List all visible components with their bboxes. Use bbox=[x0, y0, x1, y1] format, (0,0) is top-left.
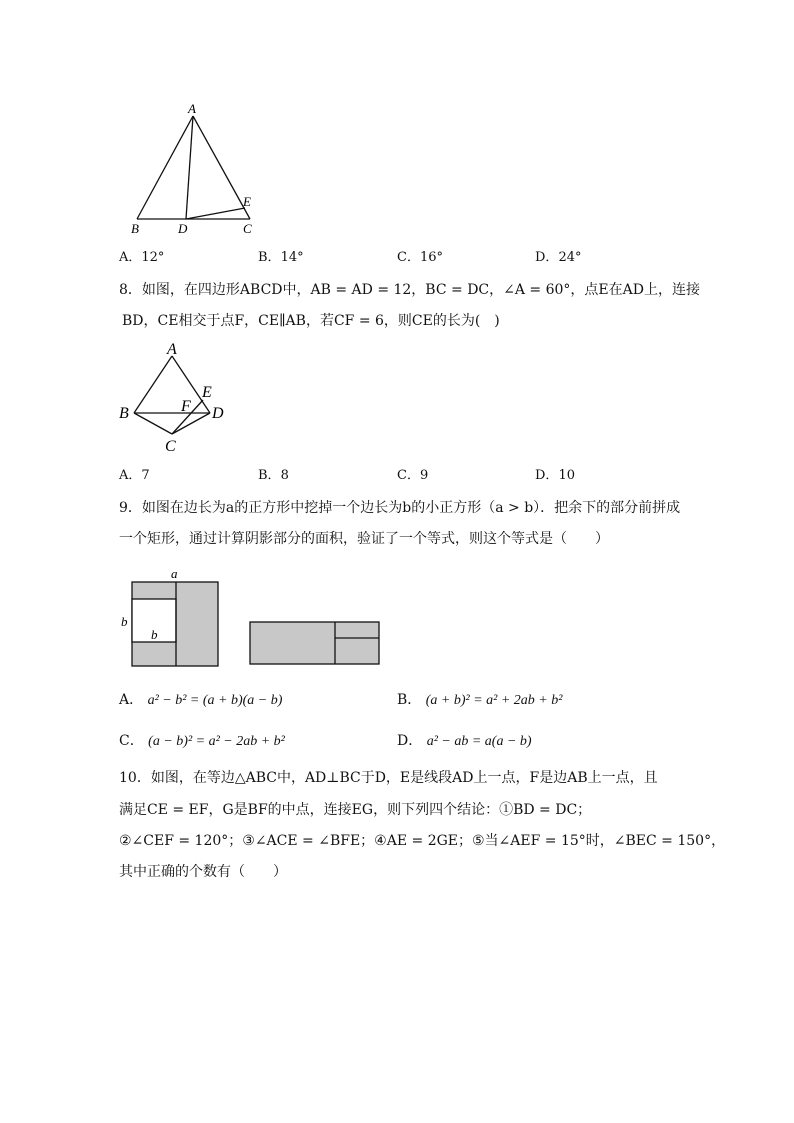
q8-option-c[interactable] bbox=[397, 466, 428, 486]
q9-option-c[interactable] bbox=[119, 731, 285, 752]
option-letter: A． bbox=[119, 468, 142, 483]
q7-label-E: E bbox=[243, 194, 251, 209]
q7-option-a[interactable] bbox=[119, 248, 164, 268]
q9-label-b-side: b bbox=[121, 614, 128, 629]
q8-option-d[interactable] bbox=[535, 466, 575, 486]
q8-quadrilateral-figure bbox=[115, 338, 235, 458]
q8-label-A: A bbox=[167, 341, 177, 358]
option-letter: C． bbox=[397, 250, 420, 265]
q10-stem-line4: 其中正确的个数有（ ） bbox=[119, 864, 287, 880]
q9-stem-line2: 一个矩形，通过计算阴影部分的面积，验证了一个等式，则这个等式是（ ） bbox=[119, 531, 609, 547]
option-value: 14° bbox=[280, 250, 304, 265]
option-letter: C． bbox=[397, 468, 420, 483]
q8-label-D: D bbox=[212, 405, 224, 422]
q8-label-B: B bbox=[119, 405, 129, 422]
option-letter: D． bbox=[535, 250, 559, 265]
q9-option-b[interactable] bbox=[397, 690, 562, 711]
q8-stem-line2: BD，CE相交于点F，CE∥AB，若CF = 6，则CE的长为( ) bbox=[122, 313, 500, 329]
q9-option-d[interactable] bbox=[397, 731, 532, 752]
option-value: 12° bbox=[141, 250, 165, 265]
q7-label-C: C bbox=[243, 221, 252, 236]
q7-label-D: D bbox=[178, 221, 188, 236]
option-value: a² − ab = a(a − b) bbox=[426, 734, 532, 749]
option-value: 7 bbox=[141, 468, 150, 483]
option-value: a² − b² = (a + b)(a − b) bbox=[147, 693, 283, 708]
q9-stem-line1: 9．如图在边长为a的正方形中挖掉一个边长为b的小正方形（a > b）．把余下的部分前拼成 bbox=[119, 500, 681, 516]
q7-option-c[interactable] bbox=[397, 248, 443, 268]
option-letter: B． bbox=[397, 692, 422, 708]
q9-label-b-inner: b bbox=[151, 627, 158, 642]
option-value: (a + b)² = a² + 2ab + b² bbox=[425, 693, 563, 708]
q7-option-b[interactable] bbox=[258, 248, 304, 268]
option-value: 8 bbox=[280, 468, 289, 483]
q8-option-a[interactable] bbox=[119, 466, 150, 486]
option-letter: B． bbox=[258, 468, 281, 483]
q7-label-A: A bbox=[188, 101, 196, 116]
q8-stem-line1: 8．如图，在四边形ABCD中，AB = AD = 12，BC = DC，∠A = 60°，点E在AD上，连接 bbox=[119, 282, 700, 298]
q7-triangle-figure bbox=[125, 100, 265, 240]
option-letter: A． bbox=[119, 692, 144, 708]
option-value: 16° bbox=[419, 250, 443, 265]
q10-stem-line3: ②∠CEF = 120°；③∠ACE = ∠BFE；④AE = 2GE；⑤当∠AEF = 15°时，∠BEC = 150°， bbox=[119, 833, 726, 849]
q7-option-d[interactable] bbox=[535, 248, 581, 268]
q8-label-F: F bbox=[181, 398, 191, 415]
q7-label-B: B bbox=[131, 221, 139, 236]
option-value: (a − b)² = a² − 2ab + b² bbox=[148, 734, 285, 749]
q8-label-C: C bbox=[165, 438, 176, 455]
q9-squares-figure bbox=[115, 564, 390, 674]
q8-label-E: E bbox=[202, 384, 212, 401]
q9-label-a: a bbox=[171, 566, 178, 581]
option-letter: C． bbox=[119, 733, 144, 749]
q10-stem-line1: 10．如图，在等边△ABC中，AD⊥BC于D，E是线段AD上一点，F是边AB上一点，且 bbox=[119, 770, 658, 786]
q10-stem-line2: 满足CE = EF，G是BF的中点，连接EG，则下列四个结论：①BD = DC； bbox=[119, 802, 592, 818]
option-value: 9 bbox=[419, 468, 429, 483]
option-letter: D． bbox=[397, 733, 423, 749]
q9-option-a[interactable] bbox=[119, 690, 282, 711]
option-letter: D． bbox=[535, 468, 559, 483]
option-value: 24° bbox=[558, 250, 582, 265]
option-letter: B． bbox=[258, 250, 281, 265]
option-value: 10 bbox=[558, 468, 575, 483]
q8-option-b[interactable] bbox=[258, 466, 289, 486]
option-letter: A． bbox=[119, 250, 142, 265]
